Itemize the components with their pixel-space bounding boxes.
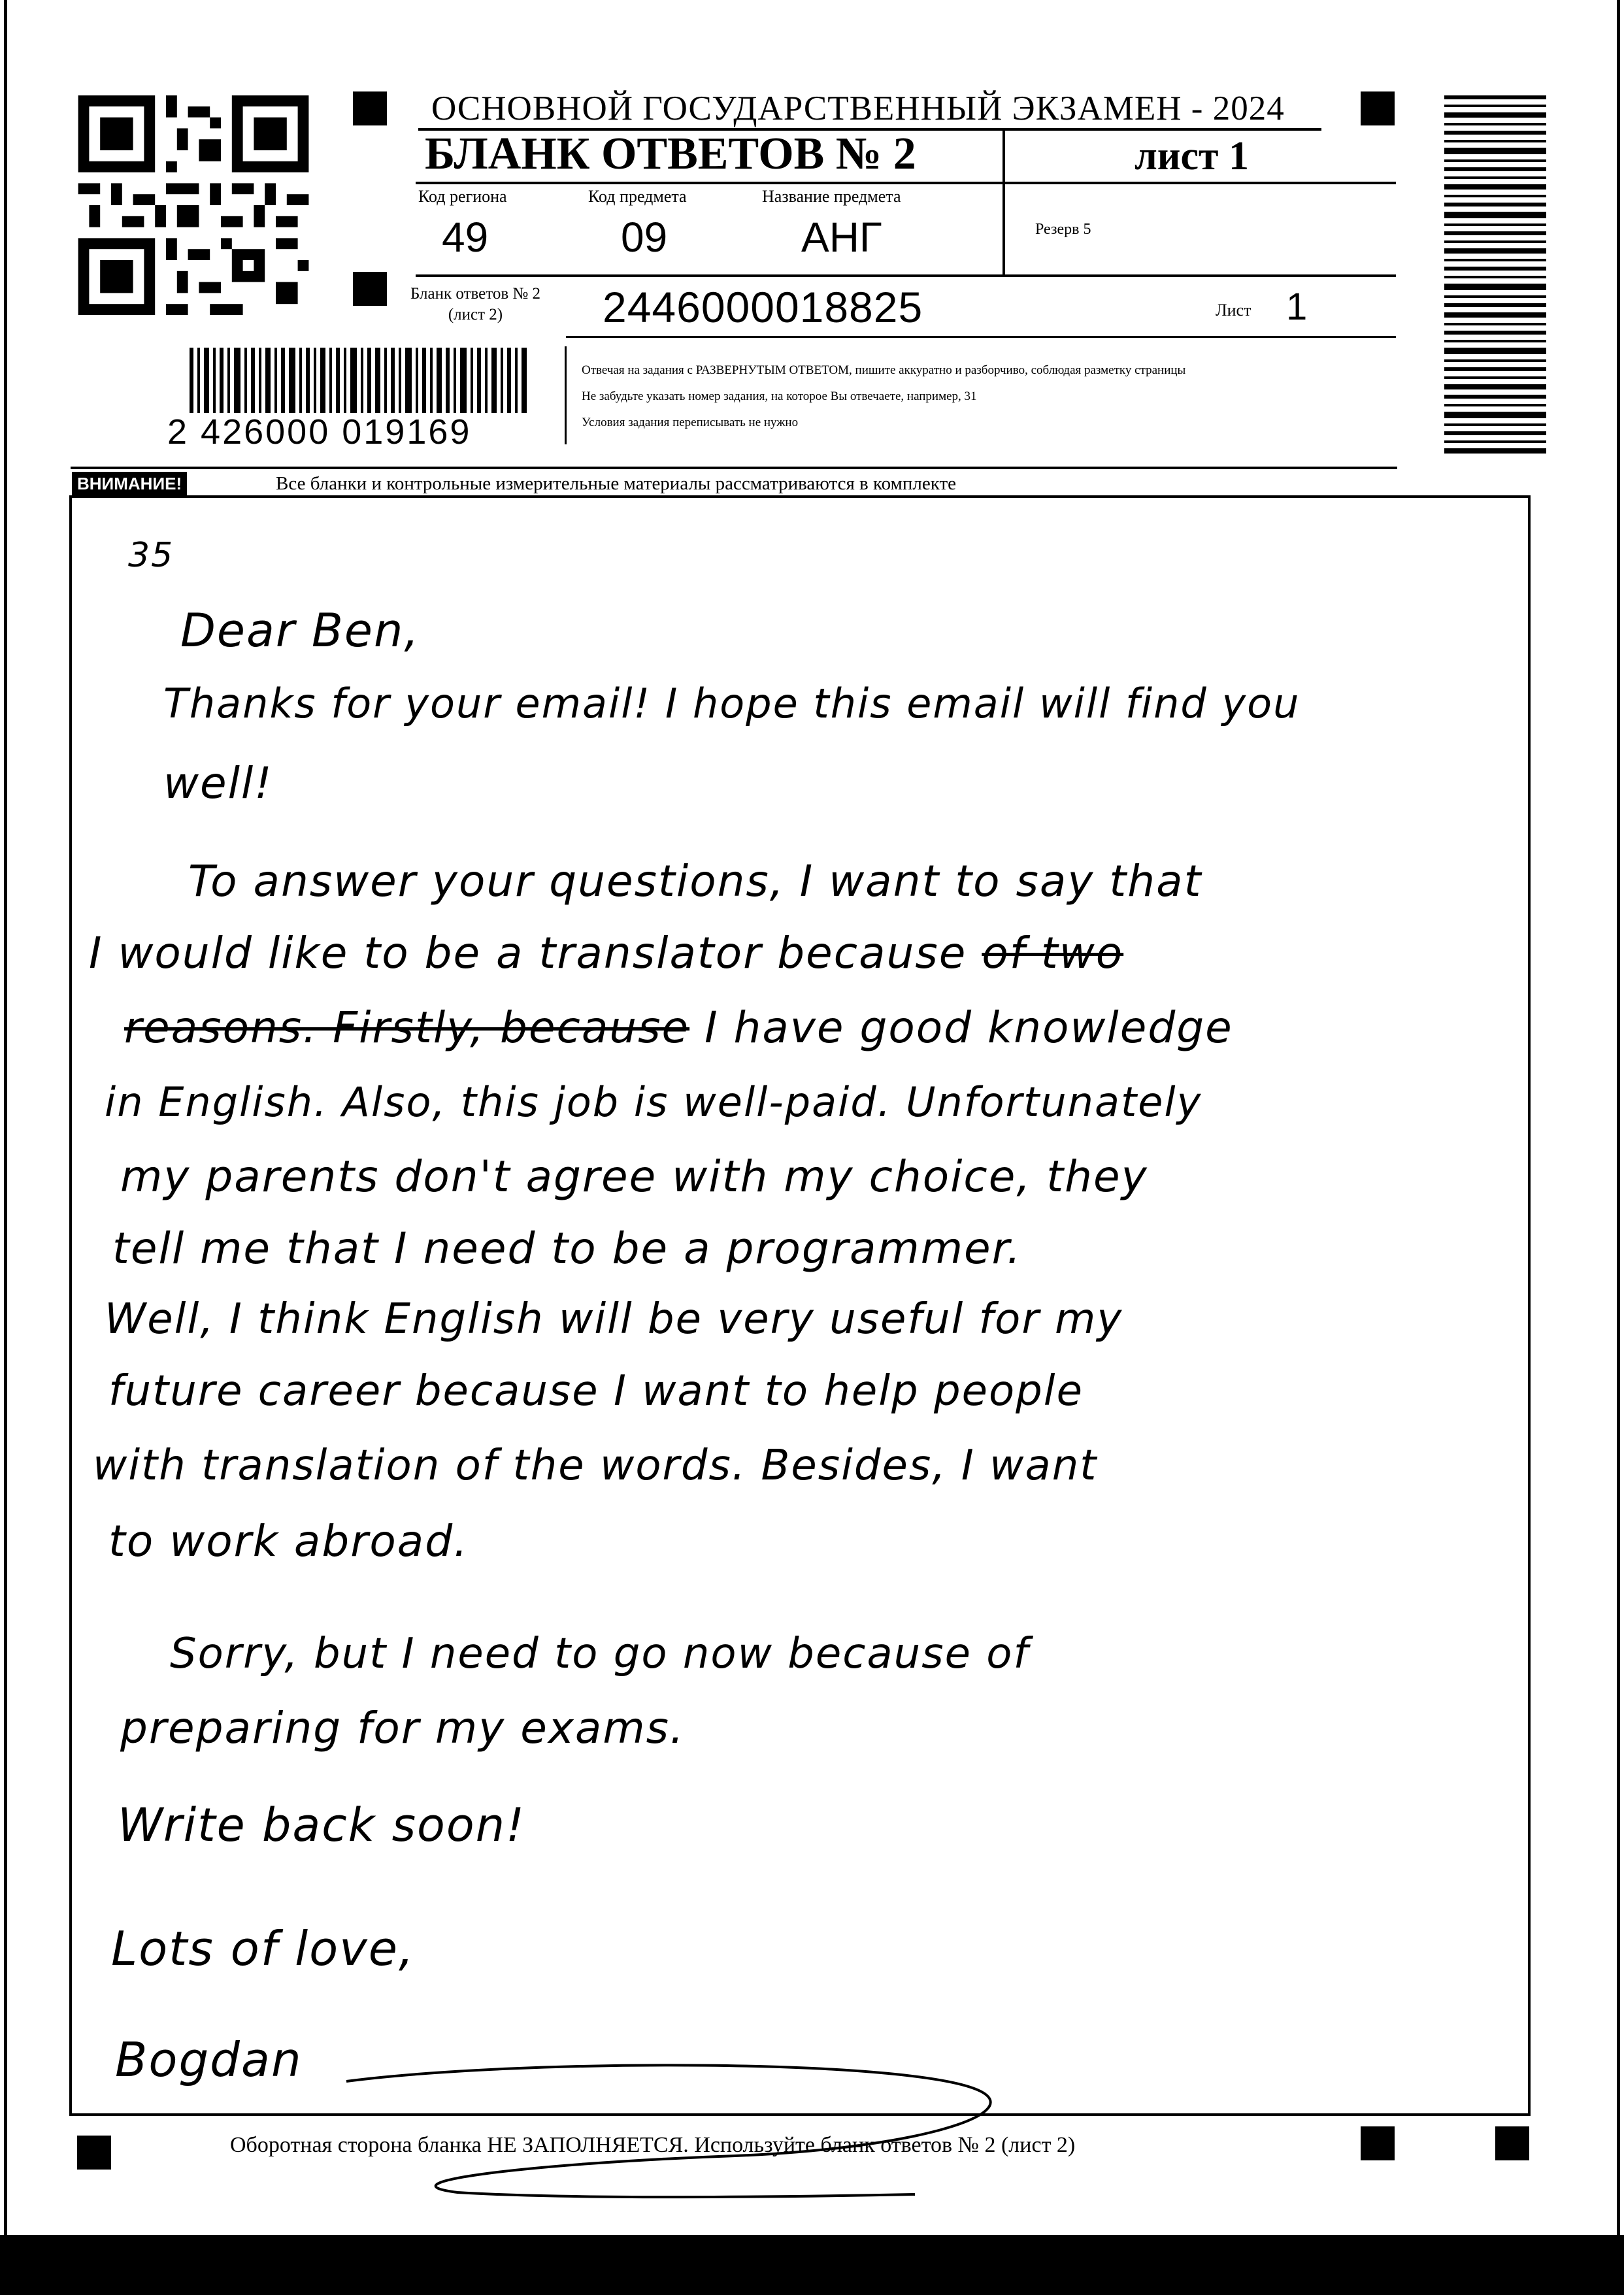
subject-code-value: 09 xyxy=(621,214,668,261)
subject-code-label: Код предмета xyxy=(588,187,687,206)
answer-line-14: preparing for my exams. xyxy=(120,1703,685,1753)
sheet-label: Лист xyxy=(1216,301,1251,320)
answer-line-4 xyxy=(89,928,1123,978)
answer-line-8: tell me that I need to be a programmer. xyxy=(112,1223,1022,1274)
answer-line-11: with translation of the words. Besides, I want xyxy=(93,1442,1098,1490)
instruction-2: Не забудьте указать номер задания, на которое Вы отвечаете, например, 31 xyxy=(582,389,977,403)
answer-line-4-text: I would like to be a translator because xyxy=(89,928,967,978)
answer-line-6: in English. Also, this job is well-paid. Unfortunately xyxy=(105,1078,1202,1126)
signature-name: Bogdan xyxy=(115,2032,303,2087)
form-ref-label-line-1: Бланк ответов № 2 xyxy=(410,285,540,303)
answer-line-7: my parents don't agree with my choice, they xyxy=(120,1151,1148,1202)
answer-line-15: Write back soon! xyxy=(118,1798,526,1852)
registration-mark-bottom-left xyxy=(77,2136,111,2170)
answer-line-5-strikethrough: reasons. Firstly, because xyxy=(124,1002,690,1053)
answer-line-3: To answer your questions, I want to say that xyxy=(188,856,1202,906)
answer-line-12: to work abroad. xyxy=(108,1516,469,1566)
instruction-1: Отвечая на задания с РАЗВЕРНУТЫМ ОТВЕТОМ, пишите аккуратно и разборчиво, соблюдая разметку страницы xyxy=(582,363,1186,377)
form-title: БЛАНК ОТВЕТОВ № 2 xyxy=(425,129,916,179)
sheet-value: 1 xyxy=(1286,286,1308,328)
region-label: Код региона xyxy=(418,187,507,206)
answer-line-9: Well, I think English will be very useful for my xyxy=(105,1295,1123,1344)
subject-name-label: Название предмета xyxy=(762,187,901,206)
answer-line-2: well! xyxy=(163,758,273,808)
form-number: 2446000018825 xyxy=(603,283,923,331)
barcode-number: 2 426000 019169 xyxy=(167,412,472,452)
subject-name-value: АНГ xyxy=(801,214,882,261)
exam-title: ОСНОВНОЙ ГОСУДАРСТВЕННЫЙ ЭКЗАМЕН - 2024 xyxy=(431,90,1285,127)
answer-line-1: Thanks for your email! I hope this email will find you xyxy=(163,680,1301,727)
task-number: 35 xyxy=(128,536,174,575)
instruction-3: Условия задания переписывать не нужно xyxy=(582,416,799,429)
attention-text: Все бланки и контрольные измерительные материалы рассматриваются в комплекте xyxy=(276,473,957,494)
form-ref-label-line-2: (лист 2) xyxy=(448,306,503,323)
reserve-label: Резерв 5 xyxy=(1035,221,1091,238)
answer-line-4-strikethrough: of two xyxy=(982,928,1124,978)
attention-badge: ВНИМАНИЕ! xyxy=(72,472,187,495)
registration-mark-bottom-right xyxy=(1495,2126,1529,2160)
scan-edge-band xyxy=(0,2235,1624,2295)
back-side-note: Оборотная сторона бланка НЕ ЗАПОЛНЯЕТСЯ. Используйте бланк ответов № 2 (лист 2) xyxy=(230,2133,1076,2157)
answer-line-13: Sorry, but I need to go now because of xyxy=(170,1630,1029,1678)
greeting: Dear Ben, xyxy=(180,604,420,657)
answer-line-5-text: I have good knowledge xyxy=(704,1002,1233,1053)
registration-mark-bottom-mid xyxy=(1361,2126,1395,2160)
answer-line-16: Lots of love, xyxy=(111,1921,415,1976)
region-value: 49 xyxy=(442,214,489,261)
sheet-title: лист 1 xyxy=(1135,134,1249,178)
answer-line-10: future career because I want to help people xyxy=(108,1367,1084,1415)
closing-scribble xyxy=(327,2052,1046,2202)
answer-line-5 xyxy=(124,1002,1233,1053)
